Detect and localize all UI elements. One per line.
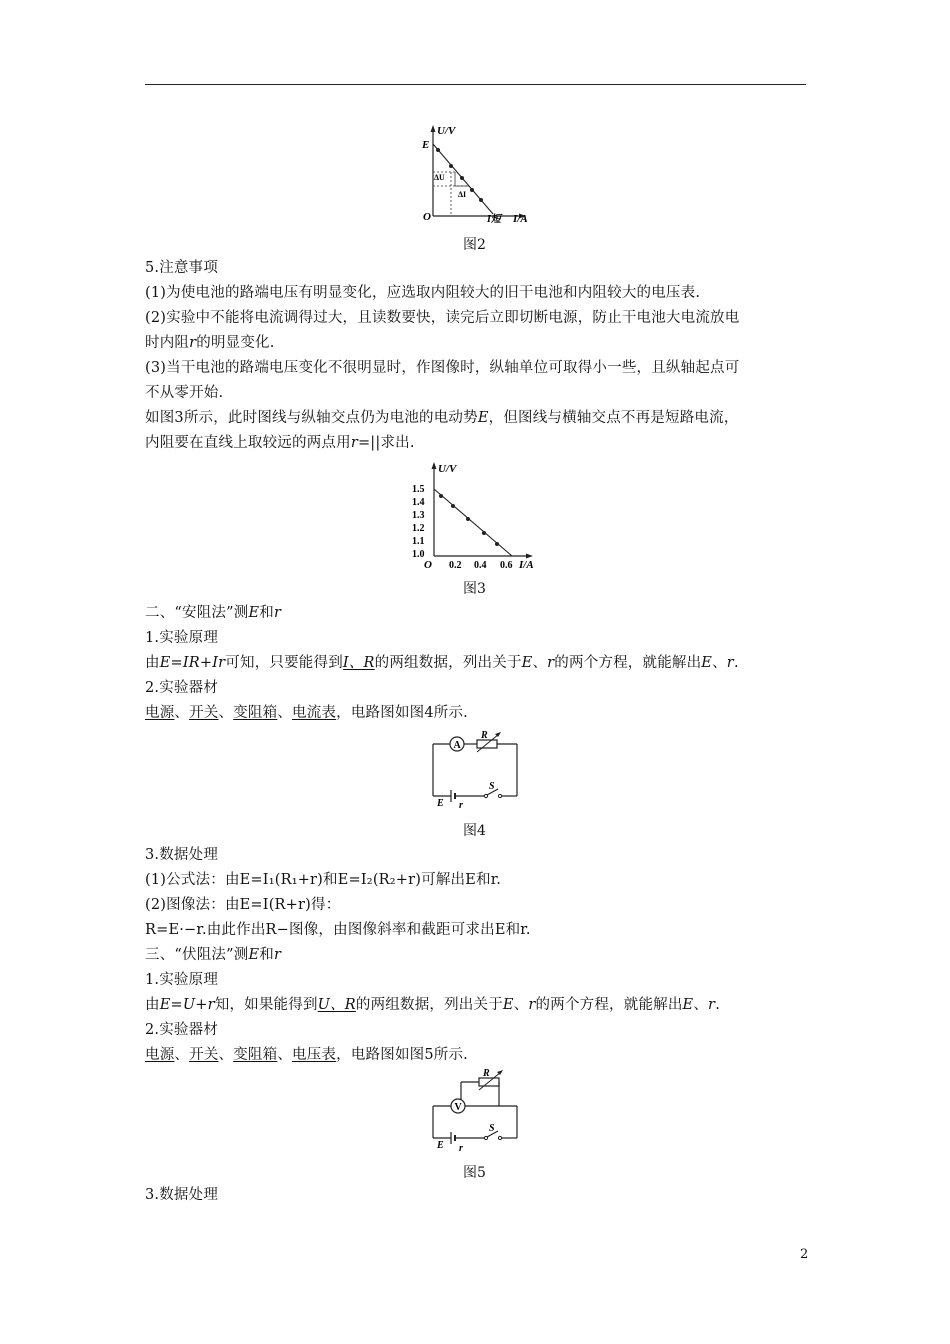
switch-label: S: [489, 781, 495, 792]
sec2-heading-1: 1.实验原理: [145, 630, 219, 646]
sec3-equipment: 电源、开关、变阻箱、电压表，电路图如图5所示.: [145, 1047, 468, 1063]
fig3-ytick-1: 1.5: [412, 484, 425, 495]
figure-4-caption: 图4: [463, 823, 486, 839]
note-3-line-2: 不从零开始.: [145, 385, 224, 401]
fig3-xtick-1: 0.2: [449, 560, 462, 570]
resistor-label: R: [483, 1068, 490, 1079]
fig2-e-label: E: [422, 139, 430, 151]
figure-5-circuit: [425, 1068, 525, 1154]
note-3-line-1: (3)当干电池的路端电压变化不很明显时，作图像时，纵轴单位可取得小一些，且纵轴起点可: [145, 360, 740, 376]
sec3-heading-2: 2.实验器材: [145, 1022, 219, 1038]
sec3-heading-1: 1.实验原理: [145, 972, 219, 988]
fig3-ytick-2: 1.4: [412, 497, 425, 508]
emf-label: E: [437, 798, 444, 809]
note-2-line-1: (2)实验中不能将电流调得过大，且读数要快，读完后立即切断电源，防止干电池大电流放电: [145, 310, 740, 326]
note-2-line-2: 时内阻r的明显变化.: [145, 335, 275, 351]
fig3-xtick-3: 0.6: [500, 560, 513, 570]
fig2-di-label: ΔI: [458, 190, 467, 199]
fig2-y-label: U/V: [437, 125, 456, 137]
note-4-line-2: 内阻要在直线上取较远的两点用r=||求出.: [145, 435, 415, 451]
fig2-ishort-label: I短: [487, 214, 501, 224]
figure-3-caption: 图3: [463, 581, 486, 597]
sec2-principle: 由E=IR+Ir可知，只要能得到I、R的两组数据，列出关于E、r的两个方程，就能解出E、r.: [145, 655, 739, 671]
fig3-ytick-3: 1.3: [412, 510, 425, 521]
figure-2-graph: [415, 122, 535, 224]
switch-label: S: [489, 1123, 495, 1134]
sec3-principle: 由E=U+r知，如果能得到U、R的两组数据，列出关于E、r的两个方程，就能解出E、r.: [145, 997, 720, 1013]
section-3-title: 三、“伏阻法”测E和r: [145, 947, 282, 963]
sec2-equipment: 电源、开关、变阻箱、电流表，电路图如图4所示.: [145, 705, 468, 721]
internal-r-label: r: [459, 800, 463, 810]
resistor-label: R: [481, 730, 488, 741]
sec2-data-2: (2)图像法：由E=I(R+r)得：: [145, 897, 341, 913]
figure-5-caption: 图5: [463, 1165, 486, 1181]
header-rule: [145, 84, 806, 85]
voltmeter-label: V: [454, 1102, 462, 1113]
note-1: (1)为使电池的路端电压有明显变化，应选取内阻较大的旧干电池和内阻较大的电压表.: [145, 285, 701, 301]
section-5-heading: 5.注意事项: [145, 260, 219, 276]
sec2-heading-3: 3.数据处理: [145, 847, 219, 863]
fig2-du-label: ΔU: [434, 173, 445, 182]
page-number: 2: [800, 1247, 809, 1262]
fig3-xtick-2: 0.4: [474, 560, 487, 570]
figure-4-circuit: [425, 728, 525, 810]
sec3-heading-3: 3.数据处理: [145, 1187, 219, 1203]
fig3-ytick-6: 1.0: [412, 549, 425, 560]
sec2-data-3: R=E·−r.由此作出R−图像，由图像斜率和截距可求出E和r.: [145, 922, 531, 938]
emf-label: E: [437, 1140, 444, 1151]
ammeter-label: A: [453, 740, 461, 751]
fig2-x-label: I/A: [513, 213, 528, 224]
note-4-line-1: 如图3所示，此时图线与纵轴交点仍为电池的电动势E，但图线与横轴交点不再是短路电流，: [145, 410, 739, 426]
sec2-heading-2: 2.实验器材: [145, 680, 219, 696]
sec2-data-1: (1)公式法：由E=I₁(R₁+r)和E=I₂(R₂+r)可解出E和r.: [145, 872, 502, 888]
fig3-y-label: U/V: [438, 463, 457, 475]
fig3-ytick-5: 1.1: [412, 536, 425, 547]
fig3-ytick-4: 1.2: [412, 523, 425, 534]
figure-2-caption: 图2: [463, 237, 486, 253]
fig2-origin: O: [423, 211, 431, 223]
figure-3-graph: [410, 458, 540, 570]
section-2-title: 二、“安阻法”测E和r: [145, 605, 282, 621]
fig3-x-label: I/A: [519, 559, 534, 570]
internal-r-label: r: [459, 1143, 463, 1154]
fig3-origin: O: [424, 559, 432, 570]
